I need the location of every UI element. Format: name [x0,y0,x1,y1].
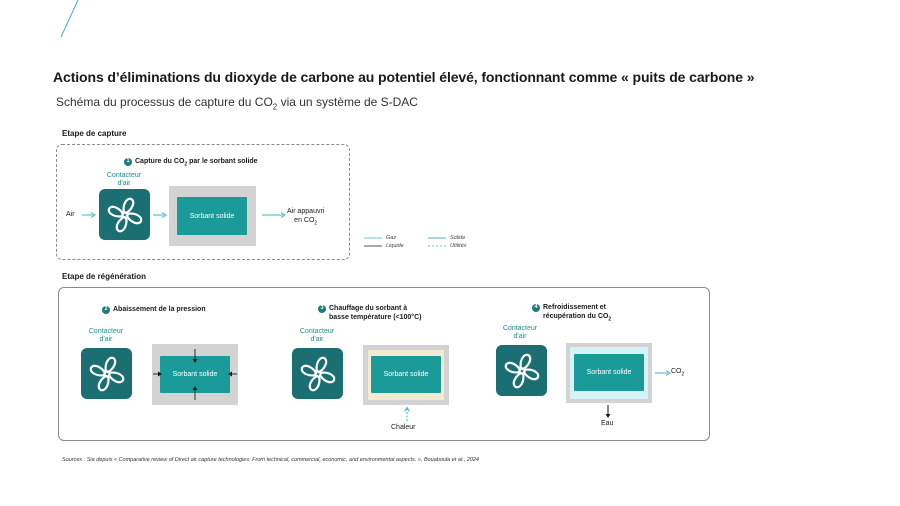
water-out-arrow [604,405,612,419]
legend-liquide: Liquide [386,243,404,249]
subtitle-sub: 2 [272,102,278,112]
step3-contactor-line2: d'air [310,336,324,343]
step-badge-3: 3 [318,305,326,313]
air-out-line2-prefix: en CO [294,217,315,224]
capture-air-contactor [99,189,150,240]
co2-out-arrow [655,369,671,377]
step-badge-1: 1 [124,158,132,166]
air-out-line1: Air appauvri [287,208,325,215]
step-badge-2: 2 [102,306,110,314]
step4-contactor-line2: d'air [513,333,527,340]
step4-contactor-line1: Contacteur [502,325,538,332]
fan-icon [502,351,542,391]
page-subtitle [56,95,418,111]
capture-step-sub: 2 [184,161,188,168]
capture-contactor-line1: Contacteur [106,172,142,179]
fan-to-sorbant-arrow [153,211,167,219]
step4-title-text [543,303,611,324]
capture-step-text [135,157,258,169]
heat-label: Chaleur [391,424,416,431]
capture-step-prefix: Capture du CO [135,158,185,165]
fan-icon [87,354,127,394]
heat-arrow [403,407,411,422]
air-out-label [287,207,324,228]
step4-sorbant: Sorbant solide [574,354,644,391]
co2-out-prefix: CO [671,368,682,375]
step3-sorbant: Sorbant solide [371,356,441,393]
step2-title [102,305,206,314]
source-note: Sources : Sia depuis « Comparative review of Direct air capture technologies: From technical, commercial, economic, and environmental aspects. », Bouaboula et al., 2024 [62,457,479,463]
air-out-arrow [262,211,286,219]
subtitle-prefix: Schéma du processus de capture du CO [56,95,273,109]
capture-section-label: Etape de capture [62,129,127,138]
co2-out-sub: 2 [681,371,685,378]
capture-step-suffix: par le sorbant solide [187,158,258,165]
air-out-line2-sub: 2 [314,220,318,227]
step4-title-line1: Refroidissement et [543,304,607,311]
step2-sorbant: Sorbant solide [160,356,230,393]
legend-solide: Solide [450,235,466,241]
page-title: Actions d’éliminations du dioxyde de carbone au potentiel élevé, fonctionnant comme « puits de carbone » [53,69,755,85]
pressure-arrows [152,344,238,405]
step2-title-text: Abaissement de la pression [113,306,206,313]
regeneration-section-label: Etape de régénération [62,272,147,281]
step3-air-contactor [292,348,343,399]
step3-title-line2: basse température (<100°C) [329,314,422,321]
step4-title [532,303,611,324]
step4-air-contactor [496,345,547,396]
decorative-slash [0,0,90,45]
capture-sorbant: Sorbant solide [177,197,247,235]
step3-contactor-line1: Contacteur [299,328,335,335]
step3-title-line1: Chauffage du sorbant à [329,305,408,312]
step3-title-text [329,304,421,322]
legend-gaz: Gaz [386,235,397,241]
capture-contactor-line2: d'air [117,180,131,187]
step2-air-contactor [81,348,132,399]
co2-out-label [671,368,684,377]
subtitle-suffix: via un système de S-DAC [277,95,418,109]
step3-contactor-label [290,328,344,344]
water-label: Eau [601,420,614,427]
step2-contactor-line2: d'air [99,336,113,343]
step4-title-line2 [543,313,612,323]
fan-icon [298,354,338,394]
capture-step-title [124,157,258,169]
capture-contactor-label [97,172,151,188]
legend-utilite: Utilités [450,243,467,249]
air-out-line2 [287,216,324,228]
step2-contactor-label [79,328,133,344]
fan-icon [105,195,145,235]
air-in-label: Air [66,211,75,218]
step3-title [318,304,421,322]
step4-contactor-label [493,325,547,341]
step4-title-line2-prefix: récupération du CO [543,313,609,320]
step2-contactor-line1: Contacteur [88,328,124,335]
air-in-arrow [82,211,96,219]
step4-title-line2-sub: 2 [608,316,612,323]
step-badge-4: 4 [532,304,540,312]
